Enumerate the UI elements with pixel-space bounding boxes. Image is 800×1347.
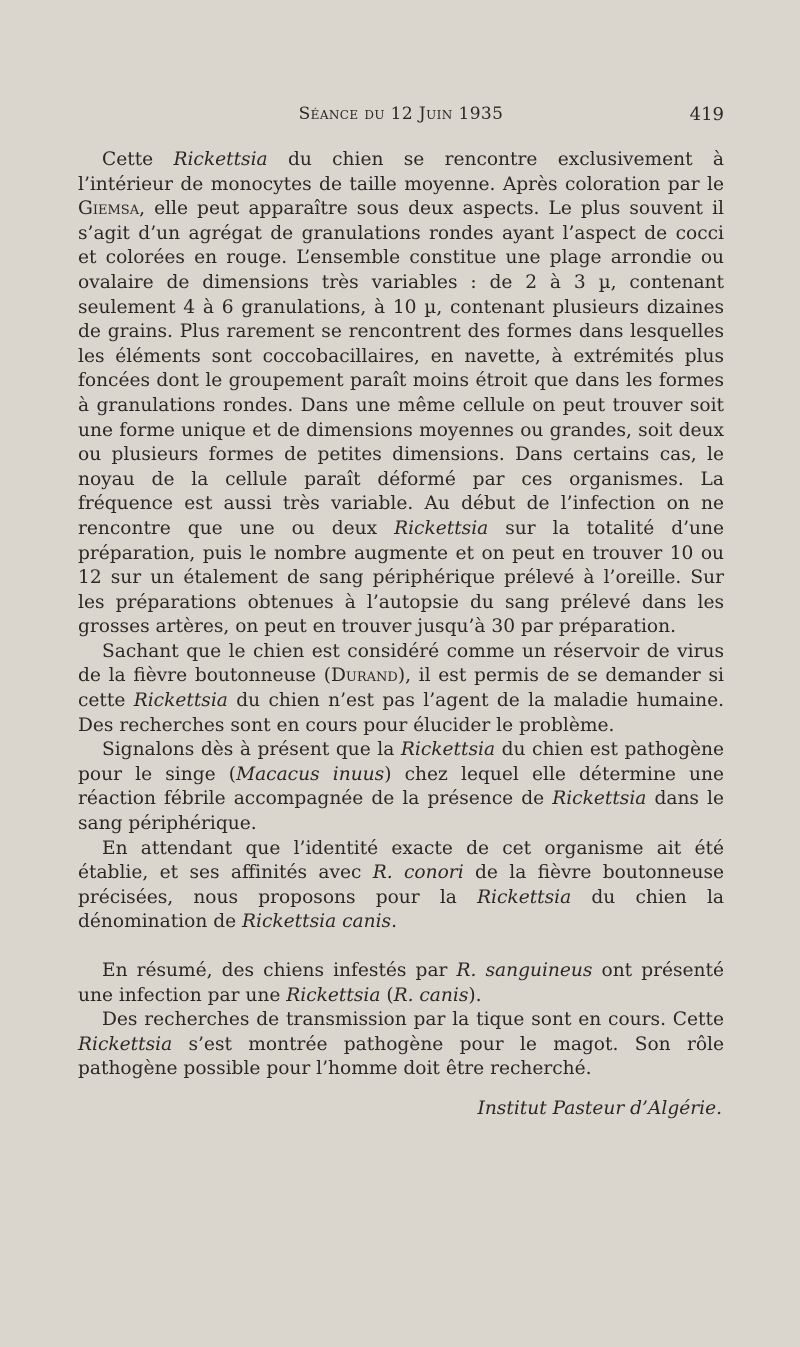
- article-body: [78, 148, 724, 1082]
- summary-paragraph-1: [78, 959, 724, 1008]
- institution-signature: Institut Pasteur d’Algérie.: [477, 1098, 722, 1119]
- italic-run: R. sanguineus: [456, 960, 593, 981]
- text-run: (: [380, 984, 394, 1006]
- italic-run: Rickettsia canis: [242, 911, 392, 933]
- text-run: , elle peut apparaître sous deux aspects. Le plus souvent il s’agit d’un agrégat de granulations rondes ayant l’aspect de cocci et colorées en rouge. L’ensemble constitue une plage arrondie ou ovalaire de dimensions très variables : de 2 à 3 µ, contenant seulement 4 à 6 granulations, à 10 µ, contenant plusieurs dizaines de grains. Plus rarement se rencontrent des formes dans lesquelles les éléments sont coccobacillaires, en navette, à extrémités plus foncées dont le groupement paraît moins étroit que dans les formes à granulations rondes. Dans une même cellule on peut trouver soit une forme unique et de dimensions moyennes ou grandes, soit deux ou plusieurs formes de petites dimensions. Dans certains cas, le noyau de la cellule paraît déformé par ces organismes. La fréquence est aussi très variable. Au début de l’infection on ne rencontre que une ou deux: [78, 198, 724, 539]
- text-run: de la fièvre boutonneuse précisées, nous proposons pour la: [78, 862, 724, 908]
- text-run: du chien est pathogène pour le singe (: [78, 739, 724, 785]
- italic-run: Rickettsia: [400, 739, 496, 761]
- italic-run: Rickettsia: [78, 1033, 173, 1055]
- italic-run: Rickettsia: [477, 886, 572, 908]
- text-run: Signalons dès à présent que la: [102, 739, 401, 761]
- running-head-title: Séance du 12 Juin 1935: [298, 104, 504, 124]
- text-run: En résumé, des chiens infestés par: [102, 960, 457, 981]
- italic-run: Rickettsia: [552, 788, 647, 810]
- text-run: .: [391, 911, 397, 933]
- text-run: ) chez lequel elle détermine une réaction fébrile accompagnée de la présence de: [78, 763, 724, 810]
- paragraph-4: [78, 837, 724, 935]
- italic-run: Rickettsia: [133, 690, 228, 712]
- text-run: du chien n’est pas l’agent de la maladie humaine. Des recherches sont en cours pour élucider le problème.: [78, 690, 724, 736]
- text-run: du chien la dénomination de: [78, 886, 724, 933]
- text-run: s’est montrée pathogène pour le magot. Son rôle pathogène possible pour l’homme doit être recherché.: [78, 1033, 724, 1080]
- text-run: ont présenté une infection par une: [78, 960, 725, 1006]
- text-run: ).: [468, 984, 482, 1006]
- italic-run: R. conori: [372, 862, 464, 884]
- italic-run: R. canis: [393, 984, 469, 1006]
- text-run: dans le sang périphérique.: [78, 788, 724, 835]
- text-run: Cette: [102, 149, 174, 170]
- running-head: [78, 104, 724, 134]
- text-run: sur la totalité d’une préparation, puis le nombre augmente et on peut en trouver 10 ou 12 sur un étalement de sang périphérique prélevé à l’oreille. Sur les préparations obtenues à l’autopsie du sang prélevé dans les grosses artères, on peut en trouver jusqu’à 30 par préparation.: [78, 517, 724, 638]
- author-name: Durand: [330, 665, 398, 687]
- summary-paragraph-2: [78, 1008, 724, 1082]
- text-run: du chien se rencontre exclusivement à l’intérieur de monocytes de taille moyenne. Après coloration par le: [78, 149, 724, 195]
- author-name: Giemsa: [78, 198, 140, 220]
- text-run: Sachant que le chien est considéré comme un réservoir de virus de la fièvre boutonneuse (: [78, 640, 724, 687]
- paragraph-3: [78, 738, 724, 836]
- text-run: ), il est permis de se demander si cette: [78, 665, 724, 712]
- italic-run: Macacus inuus: [236, 763, 385, 785]
- italic-run: Rickettsia: [286, 984, 381, 1006]
- italic-run: Rickettsia: [173, 149, 268, 170]
- text-run: En attendant que l’identité exacte de cet organisme ait été établie, et ses affinités avec: [78, 837, 724, 884]
- paragraph-1: [78, 148, 724, 640]
- text-run: Des recherches de transmission par la tique sont en cours. Cette: [102, 1009, 724, 1031]
- italic-run: Rickettsia: [394, 517, 489, 539]
- paragraph-2: [78, 640, 724, 738]
- page-number: 419: [689, 104, 724, 125]
